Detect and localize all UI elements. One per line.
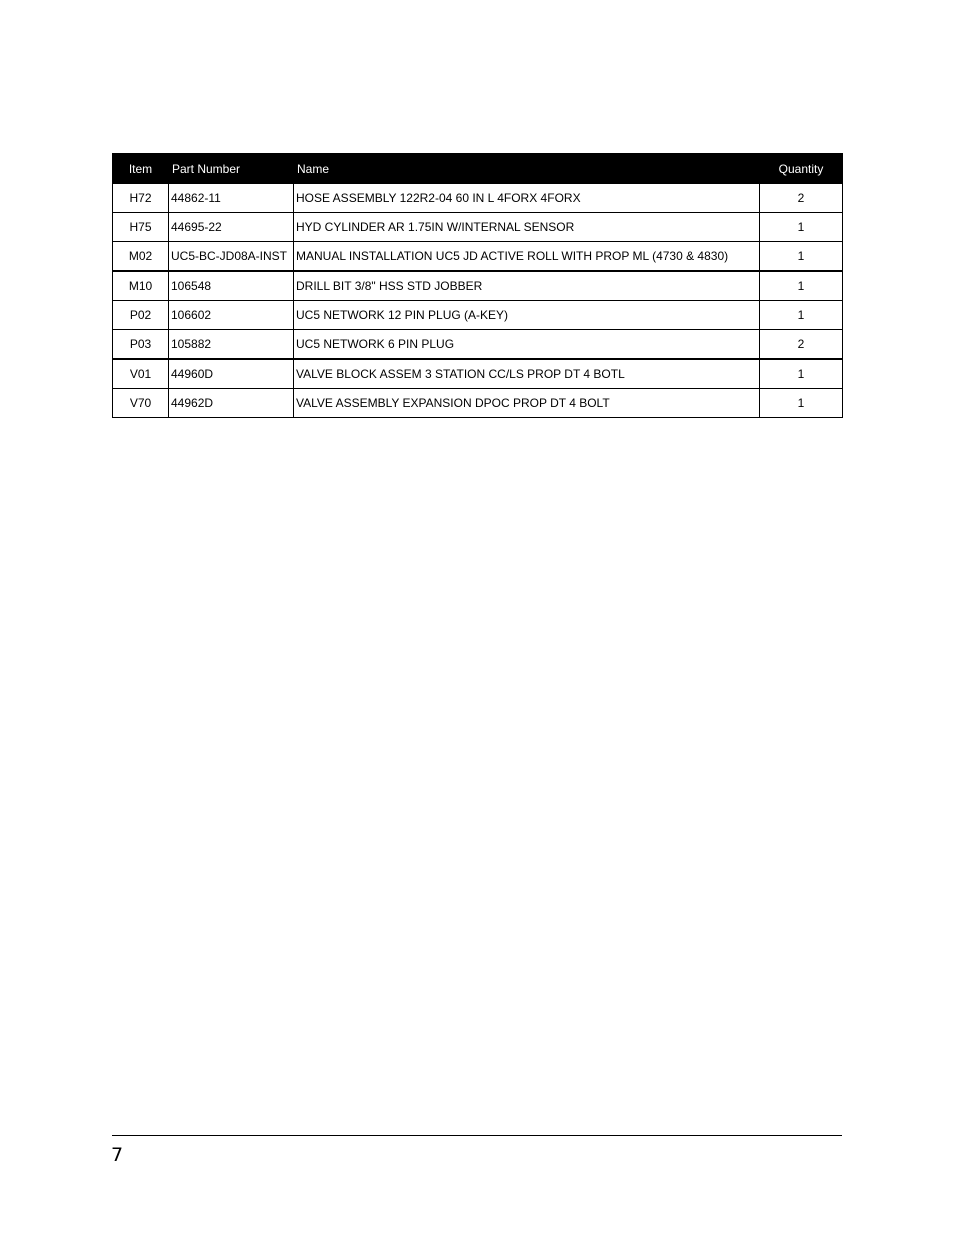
table-row bbox=[113, 213, 843, 242]
cell-part-number: 106548 bbox=[169, 271, 294, 301]
cell-item: M02 bbox=[113, 242, 169, 272]
cell-part-number: 44695-22 bbox=[169, 213, 294, 242]
table-row bbox=[113, 330, 843, 360]
cell-part-number: 106602 bbox=[169, 301, 294, 330]
cell-quantity: 1 bbox=[760, 301, 843, 330]
page-number: 7 bbox=[111, 1144, 124, 1166]
table-header-row bbox=[113, 154, 843, 184]
cell-item: V70 bbox=[113, 389, 169, 418]
cell-name: UC5 NETWORK 12 PIN PLUG (A-KEY) bbox=[294, 301, 760, 330]
parts-table bbox=[112, 153, 843, 418]
cell-item: P02 bbox=[113, 301, 169, 330]
cell-part-number: 105882 bbox=[169, 330, 294, 360]
cell-quantity: 2 bbox=[760, 184, 843, 213]
table-row bbox=[113, 389, 843, 418]
cell-name: MANUAL INSTALLATION UC5 JD ACTIVE ROLL WITH PROP ML (4730 & 4830) bbox=[294, 242, 760, 272]
column-header-name: Name bbox=[294, 154, 760, 184]
cell-part-number: 44962D bbox=[169, 389, 294, 418]
table-row bbox=[113, 271, 843, 301]
cell-quantity: 1 bbox=[760, 271, 843, 301]
cell-part-number: UC5-BC-JD08A-INST bbox=[169, 242, 294, 272]
cell-item: H75 bbox=[113, 213, 169, 242]
footer-divider bbox=[112, 1135, 842, 1136]
cell-item: V01 bbox=[113, 359, 169, 389]
cell-part-number: 44862-11 bbox=[169, 184, 294, 213]
cell-quantity: 1 bbox=[760, 213, 843, 242]
cell-part-number: 44960D bbox=[169, 359, 294, 389]
table-row bbox=[113, 242, 843, 272]
column-header-quantity: Quantity bbox=[760, 154, 843, 184]
table-row bbox=[113, 184, 843, 213]
cell-item: H72 bbox=[113, 184, 169, 213]
cell-name: VALVE BLOCK ASSEM 3 STATION CC/LS PROP DT 4 BOTL bbox=[294, 359, 760, 389]
cell-name: UC5 NETWORK 6 PIN PLUG bbox=[294, 330, 760, 360]
cell-name: VALVE ASSEMBLY EXPANSION DPOC PROP DT 4 BOLT bbox=[294, 389, 760, 418]
cell-name: HYD CYLINDER AR 1.75IN W/INTERNAL SENSOR bbox=[294, 213, 760, 242]
cell-quantity: 1 bbox=[760, 389, 843, 418]
cell-name: DRILL BIT 3/8" HSS STD JOBBER bbox=[294, 271, 760, 301]
table-row bbox=[113, 359, 843, 389]
column-header-part-number: Part Number bbox=[169, 154, 294, 184]
cell-name: HOSE ASSEMBLY 122R2-04 60 IN L 4FORX 4FORX bbox=[294, 184, 760, 213]
cell-quantity: 1 bbox=[760, 242, 843, 272]
cell-quantity: 2 bbox=[760, 330, 843, 360]
cell-item: P03 bbox=[113, 330, 169, 360]
cell-quantity: 1 bbox=[760, 359, 843, 389]
table-row bbox=[113, 301, 843, 330]
column-header-item: Item bbox=[113, 154, 169, 184]
cell-item: M10 bbox=[113, 271, 169, 301]
